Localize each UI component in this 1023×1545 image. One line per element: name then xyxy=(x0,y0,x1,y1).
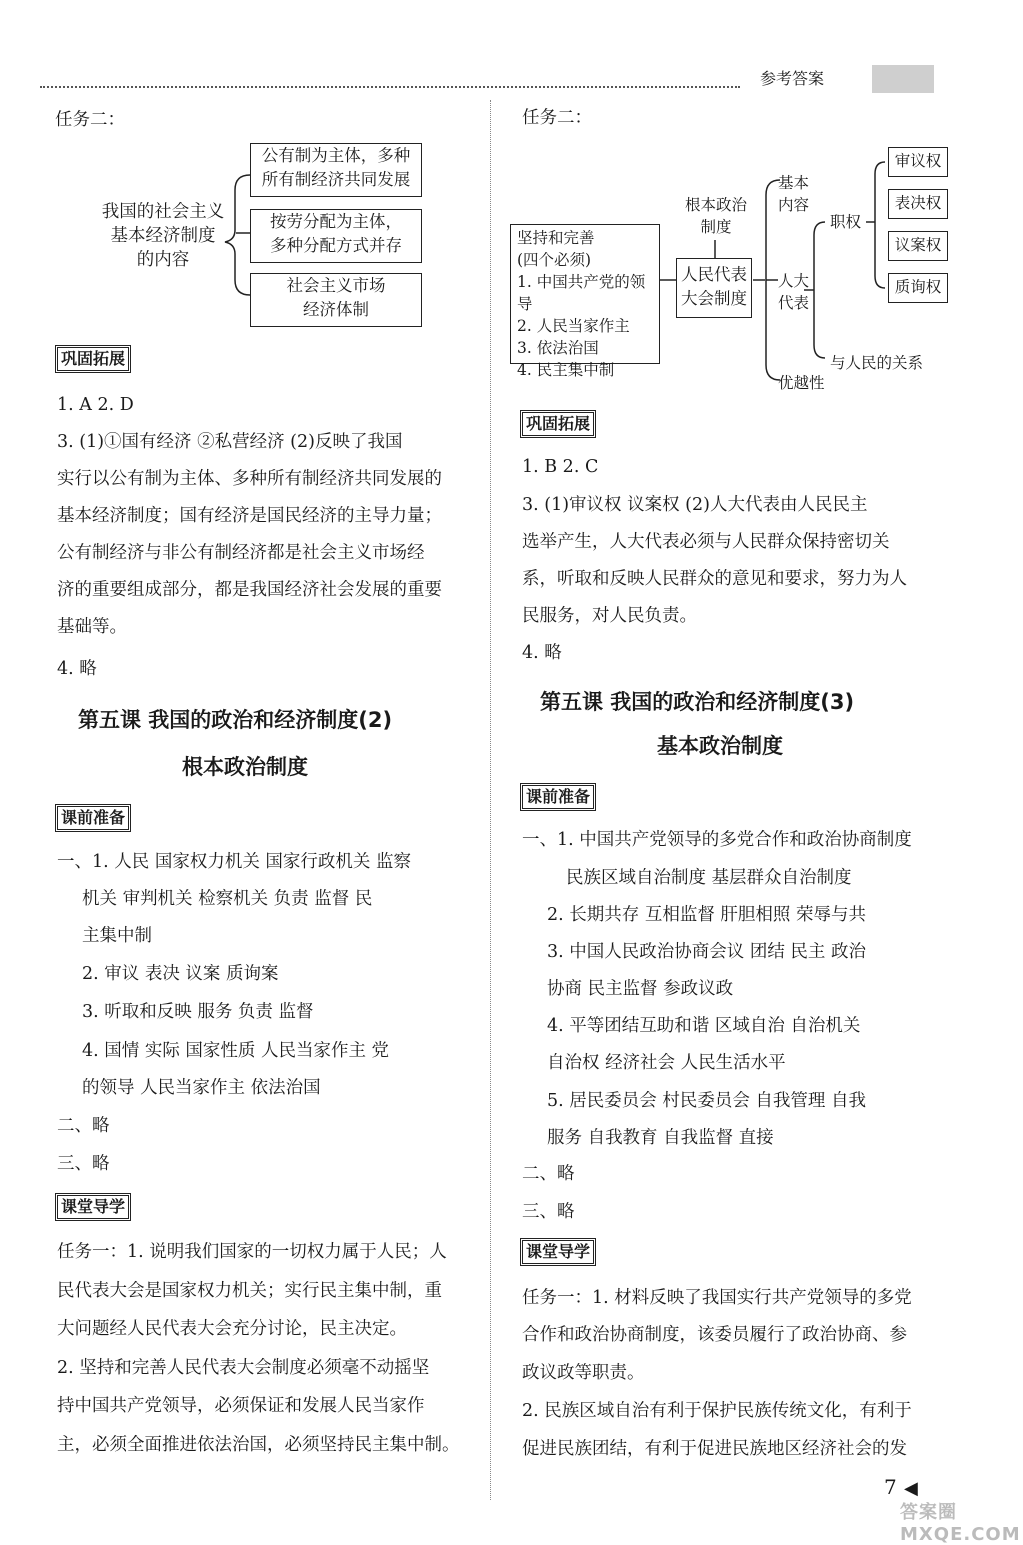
right-san: 三、略 xyxy=(522,1202,575,1222)
header-label: 参考答案 xyxy=(760,69,825,88)
right-ans-3-line: 民服务，对人民负责。 xyxy=(522,606,697,626)
left-lesson-subtitle: 根本政治制度 xyxy=(182,755,308,779)
right-prep-line: 民族区域自治制度 基层群众自治制度 xyxy=(566,868,852,888)
right-ans-3-line: 选举产生，人大代表必须与人民群众保持密切关 xyxy=(522,532,890,552)
left-prep-line: 4. 国情 实际 国家性质 人民当家作主 党 xyxy=(82,1041,390,1061)
watermark: 答案圈 MXQE.COM xyxy=(900,1502,1021,1545)
left-ans-3-line: 济的重要组成部分，都是我国经济社会发展的重要 xyxy=(57,580,442,600)
right-task2-label: 任务二： xyxy=(522,108,592,128)
left-tag-gonggu: 巩固拓展 xyxy=(57,347,129,371)
page-number: 7 xyxy=(884,1475,897,1499)
left-ans-3-line: 基本经济制度；国有经济是国民经济的主导力量； xyxy=(57,506,442,526)
right-diagram-quan: 表决权 xyxy=(888,189,948,219)
left-task2-label: 任务二： xyxy=(55,110,125,130)
left-san: 三、略 xyxy=(57,1154,110,1174)
left-task1-line: 大问题经人民代表大会充分讨论，民主决定。 xyxy=(57,1319,407,1339)
left-task1-line: 民代表大会是国家权力机关；实行民主集中制，重 xyxy=(57,1281,442,1301)
right-task1-line: 促进民族团结，有利于促进民族地区经济社会的发 xyxy=(522,1439,907,1459)
right-diagram-quan: 审议权 xyxy=(888,147,948,177)
right-prep-line: 服务 自我教育 自我监督 直接 xyxy=(547,1128,774,1148)
right-ans-3-line: 3. (1)审议权 议案权 (2)人大代表由人民民主 xyxy=(522,495,868,515)
right-tag-ktdx: 课堂导学 xyxy=(522,1240,594,1264)
left-prep-line: 一、1. 人民 国家权力机关 国家行政机关 监察 xyxy=(57,852,411,872)
right-prep-line: 2. 长期共存 互相监督 肝胆相照 荣辱与共 xyxy=(547,905,866,925)
left-ans-1-2: 1. A 2. D xyxy=(57,395,134,415)
right-diagram-relation: 与人民的关系 xyxy=(830,354,924,372)
right-task1-line: 合作和政治协商制度，该委员履行了政治协商、参 xyxy=(522,1325,907,1345)
left-task1-line: 主，必须全面推进依法治国，必须坚持民主集中制。 xyxy=(57,1435,460,1455)
right-diagram-jiben: 基本 内容 xyxy=(778,174,810,214)
left-diagram-center: 我国的社会主义 基本经济制度 的内容 xyxy=(101,202,225,270)
header-decoration xyxy=(872,65,934,93)
left-task1-line: 持中国共产党领导，必须保证和发展人民当家作 xyxy=(57,1396,425,1416)
left-prep-line: 2. 审议 表决 议案 质询案 xyxy=(82,964,279,984)
right-prep-line: 4. 平等团结互助和谐 区域自治 自治机关 xyxy=(547,1016,861,1036)
left-ans-3-line: 基础等。 xyxy=(57,617,127,637)
right-diagram-quan: 议案权 xyxy=(888,231,948,261)
left-diagram-box-1: 公有制为主体，多种 所有制经济共同发展 xyxy=(250,143,422,197)
right-tag-kqzb: 课前准备 xyxy=(522,785,594,809)
left-ans-4: 4. 略 xyxy=(57,659,97,679)
right-task1-line: 任务一：1. 材料反映了我国实行共产党领导的多党 xyxy=(522,1288,912,1308)
left-prep-line: 机关 审判机关 检察机关 负责 监督 民 xyxy=(82,889,373,909)
right-diagram-quan: 质询权 xyxy=(888,273,948,303)
right-prep-line: 一、1. 中国共产党领导的多党合作和政治协商制度 xyxy=(522,830,912,850)
right-prep-line: 5. 居民委员会 村民委员会 自我管理 自我 xyxy=(547,1091,866,1111)
left-ans-3-line: 公有制经济与非公有制经济都是社会主义市场经 xyxy=(57,543,425,563)
right-task1-line: 2. 民族区域自治有利于保护民族传统文化，有利于 xyxy=(522,1401,912,1421)
left-lesson-title: 第五课 我国的政治和经济制度(2) xyxy=(78,708,393,732)
left-diagram-box-2: 按劳分配为主体， 多种分配方式并存 xyxy=(250,209,422,263)
left-prep-line: 3. 听取和反映 服务 负责 监督 xyxy=(82,1002,314,1022)
right-ans-3-line: 系，听取和反映人民群众的意见和要求，努力为人 xyxy=(522,569,907,589)
right-lesson-title: 第五课 我国的政治和经济制度(3) xyxy=(540,690,855,714)
right-diagram-youyuexing: 优越性 xyxy=(778,374,825,392)
right-diagram-renda: 人大 代表 xyxy=(778,272,810,312)
right-diagram-zhiquan: 职权 xyxy=(830,213,862,231)
left-diagram-box-3: 社会主义市场 经济体制 xyxy=(250,273,422,327)
right-prep-line: 自治权 经济社会 人民生活水平 xyxy=(547,1053,786,1073)
left-task1-line: 2. 坚持和完善人民代表大会制度必须毫不动摇坚 xyxy=(57,1358,430,1378)
left-tag-kqzb: 课前准备 xyxy=(57,806,129,830)
left-prep-line: 主集中制 xyxy=(82,926,152,946)
page-arrow-icon: ◀ xyxy=(904,1478,918,1499)
right-ans-4: 4. 略 xyxy=(522,643,562,663)
right-diagram-center-box: 人民代表 大会制度 xyxy=(676,258,752,318)
right-diagram-left-box: 坚持和完善 (四个必须) 1. 中国共产党的领导 2. 人民当家作主 3. 依法治国 4. 民主集中制 xyxy=(510,224,660,364)
right-tag-gonggu: 巩固拓展 xyxy=(522,412,594,436)
header-rule xyxy=(40,86,740,88)
right-prep-line: 3. 中国人民政治协商会议 团结 民主 政治 xyxy=(547,942,866,962)
right-er: 二、略 xyxy=(522,1164,575,1184)
right-lesson-subtitle: 基本政治制度 xyxy=(657,734,783,758)
column-divider xyxy=(490,100,491,1500)
right-ans-1-2: 1. B 2. C xyxy=(522,457,599,477)
left-ans-3-line: 3. (1)①国有经济 ②私营经济 (2)反映了我国 xyxy=(57,432,403,452)
left-ans-3-line: 实行以公有制为主体、多种所有制经济共同发展的 xyxy=(57,469,442,489)
left-task1-line: 任务一：1. 说明我们国家的一切权力属于人民；人 xyxy=(57,1242,447,1262)
left-tag-ktdx: 课堂导学 xyxy=(57,1195,129,1219)
left-er: 二、略 xyxy=(57,1116,110,1136)
right-task1-line: 政议政等职责。 xyxy=(522,1363,645,1383)
left-prep-line: 的领导 人民当家作主 依法治国 xyxy=(82,1078,321,1098)
right-prep-line: 协商 民主监督 参政议政 xyxy=(547,979,734,999)
right-diagram-top-label: 根本政治 制度 xyxy=(684,196,747,236)
